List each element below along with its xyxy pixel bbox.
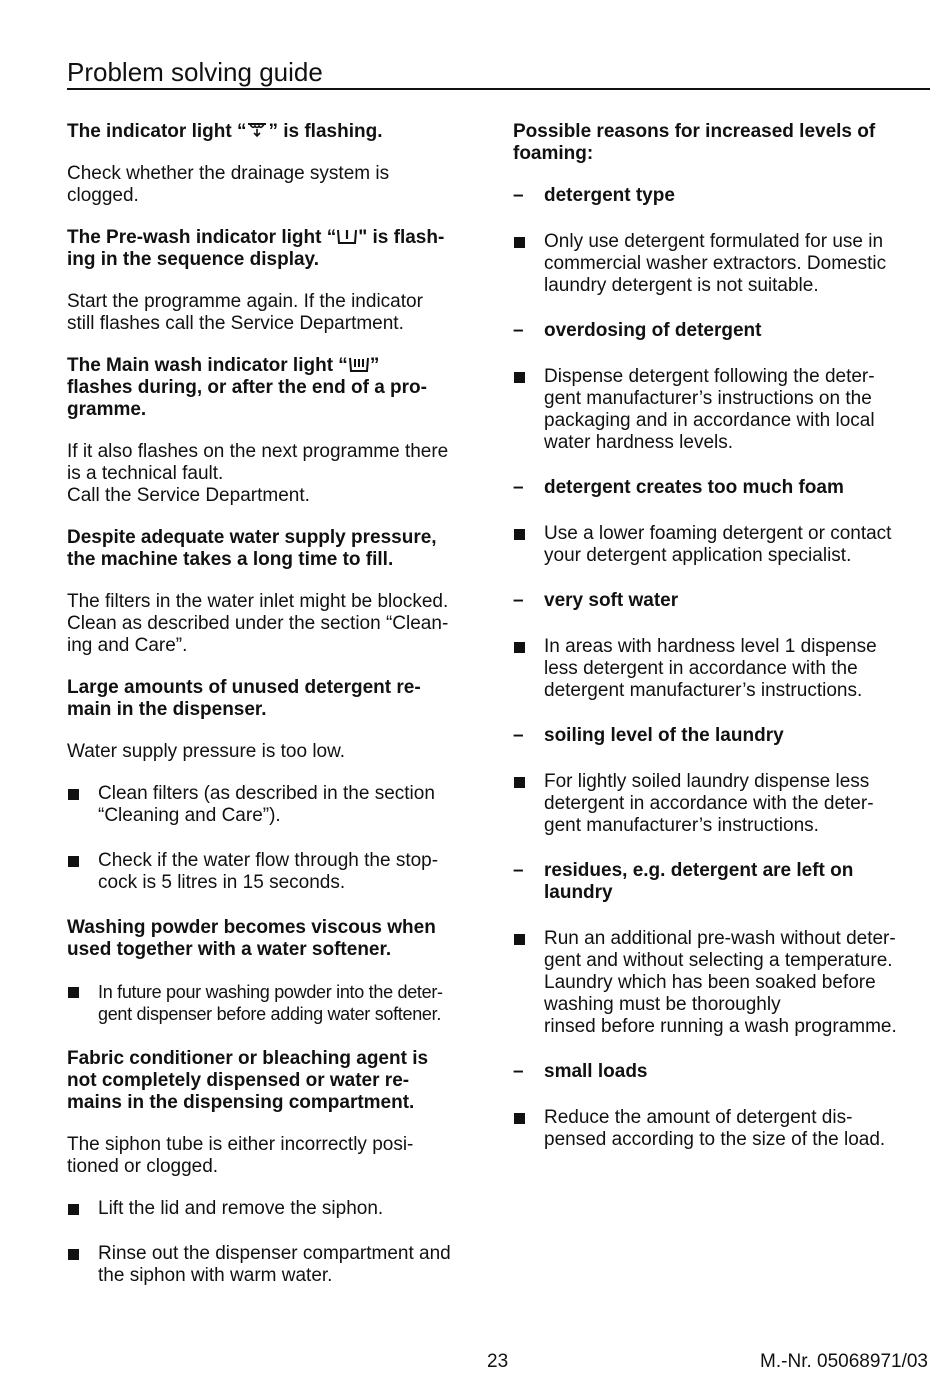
paragraph: If it also flashes on the next programme there is a technical fault. Call the Service Department.: [67, 441, 449, 506]
cause-text: very soft water: [544, 590, 679, 611]
cause-item: [513, 320, 925, 342]
heading-text: ” is flashing.: [268, 121, 383, 142]
cause-item: [513, 725, 925, 747]
bullet-square-icon: [513, 231, 544, 297]
bullet-square-icon: [67, 783, 98, 827]
list-item-text: Use a lower foaming detergent or contact your detergent application specialist.: [544, 523, 892, 566]
list-item-text: Run an additional pre-wash without deter- gent and without selecting a temperature. Laundry which has been soaked before washing must be thoroughly rinsed before running a wash programme.: [544, 928, 897, 1037]
heading-foaming-reasons: Possible reasons for increased levels of foaming:: [513, 121, 876, 164]
list-item: [67, 783, 487, 827]
list-item: [513, 366, 925, 454]
bullet-square-icon: [513, 523, 544, 567]
list-item: [513, 636, 925, 702]
cause-item: [513, 1061, 925, 1083]
bullet-square-icon: [67, 1243, 98, 1287]
heading-mainwash-light: [67, 355, 487, 421]
list-item: [513, 231, 925, 297]
mainwash-tub-icon: [348, 355, 370, 373]
list-item: [513, 523, 925, 567]
heading-text: The Main wash indicator light “: [67, 355, 348, 376]
dash-mark: –: [513, 320, 524, 341]
bullet-square-icon: [513, 771, 544, 837]
heading-slow-fill: Despite adequate water supply pressure, the machine takes a long time to fill.: [67, 527, 437, 570]
paragraph: The siphon tube is either incorrectly posi- tioned or clogged.: [67, 1134, 414, 1177]
list-item-text: Only use detergent formulated for use in commercial washer extractors. Domestic laundry detergent is not suitable.: [544, 231, 887, 296]
title-divider: [67, 88, 930, 90]
heading-viscous-powder: Washing powder becomes viscous when used together with a water softener.: [67, 917, 436, 960]
heading-text: ” flashes during, or after the end of a pro- gramme.: [67, 355, 427, 420]
heading-text: " is flash- ing in the sequence display.: [67, 227, 445, 270]
list-item-text: Check if the water flow through the stop- cock is 5 litres in 15 seconds.: [98, 850, 439, 893]
dash-mark: –: [513, 725, 524, 746]
page-title: Problem solving guide: [67, 57, 323, 87]
drain-icon: [246, 121, 268, 139]
heading-prewash-light: [67, 227, 487, 271]
list-item-text: In future pour washing powder into the deter- gent dispenser before adding water softener.: [98, 982, 443, 1024]
paragraph: Water supply pressure is too low.: [67, 741, 346, 762]
cause-text: small loads: [544, 1061, 648, 1082]
dash-mark: –: [513, 590, 524, 611]
bullet-square-icon: [513, 928, 544, 1038]
cause-text: overdosing of detergent: [544, 320, 762, 341]
cause-item: [513, 185, 925, 207]
cause-item: [513, 860, 925, 904]
heading-text: The Pre-wash indicator light “: [67, 227, 337, 248]
heading-text: The indicator light “: [67, 121, 247, 142]
list-item-text: Lift the lid and remove the siphon.: [98, 1198, 384, 1219]
cause-text: detergent type: [544, 185, 675, 206]
list-item: [67, 981, 487, 1025]
bullet-square-icon: [67, 1198, 98, 1220]
list-item: [513, 771, 925, 837]
list-item-text: For lightly soiled laundry dispense less detergent in accordance with the deter- gent manufacturer’s instructions.: [544, 771, 874, 836]
prewash-tub-icon: [336, 227, 358, 245]
dash-mark: –: [513, 477, 524, 498]
cause-text: detergent creates too much foam: [544, 477, 844, 498]
list-item: [67, 850, 487, 894]
cause-text: soiling level of the laundry: [544, 725, 784, 746]
right-column: [513, 121, 925, 1174]
paragraph: Start the programme again. If the indicator still flashes call the Service Department.: [67, 291, 423, 334]
list-item-text: Rinse out the dispenser compartment and the siphon with warm water.: [98, 1243, 451, 1286]
bullet-square-icon: [67, 850, 98, 894]
list-item: [513, 928, 925, 1038]
bullet-square-icon: [513, 366, 544, 454]
dash-mark: –: [513, 860, 524, 881]
list-item-text: Dispense detergent following the deter- gent manufacturer’s instructions on the packaging and in accordance with local water hardness levels.: [544, 366, 875, 453]
list-item: [513, 1107, 925, 1151]
bullet-square-icon: [513, 1107, 544, 1151]
list-item: [67, 1243, 487, 1287]
heading-drain-light: [67, 121, 487, 143]
page-number: 23: [487, 1351, 509, 1372]
list-item-text: In areas with hardness level 1 dispense less detergent in accordance with the detergent manufacturer’s instructions.: [544, 636, 877, 701]
list-item-text: Clean filters (as described in the section “Cleaning and Care”).: [98, 783, 435, 826]
cause-text: residues, e.g. detergent are left on laundry: [544, 860, 854, 903]
cause-item: [513, 477, 925, 499]
document-reference: M.-Nr. 05068971/03: [760, 1351, 928, 1372]
list-item-text: Reduce the amount of detergent dis- pensed according to the size of the load.: [544, 1107, 886, 1150]
bullet-square-icon: [513, 636, 544, 702]
list-item: [67, 1198, 487, 1220]
dash-mark: –: [513, 1061, 524, 1082]
cause-item: [513, 590, 925, 612]
paragraph: Check whether the drainage system is clogged.: [67, 163, 390, 206]
paragraph: The filters in the water inlet might be blocked. Clean as described under the section “Clean- ing and Care”.: [67, 591, 449, 656]
left-column: [67, 121, 487, 1310]
heading-incomplete-dispense: Fabric conditioner or bleaching agent is not completely dispensed or water re- mains in the dispensing compartment.: [67, 1048, 429, 1113]
dash-mark: –: [513, 185, 524, 206]
heading-unused-detergent: Large amounts of unused detergent re- main in the dispenser.: [67, 677, 421, 720]
bullet-square-icon: [67, 981, 98, 1025]
